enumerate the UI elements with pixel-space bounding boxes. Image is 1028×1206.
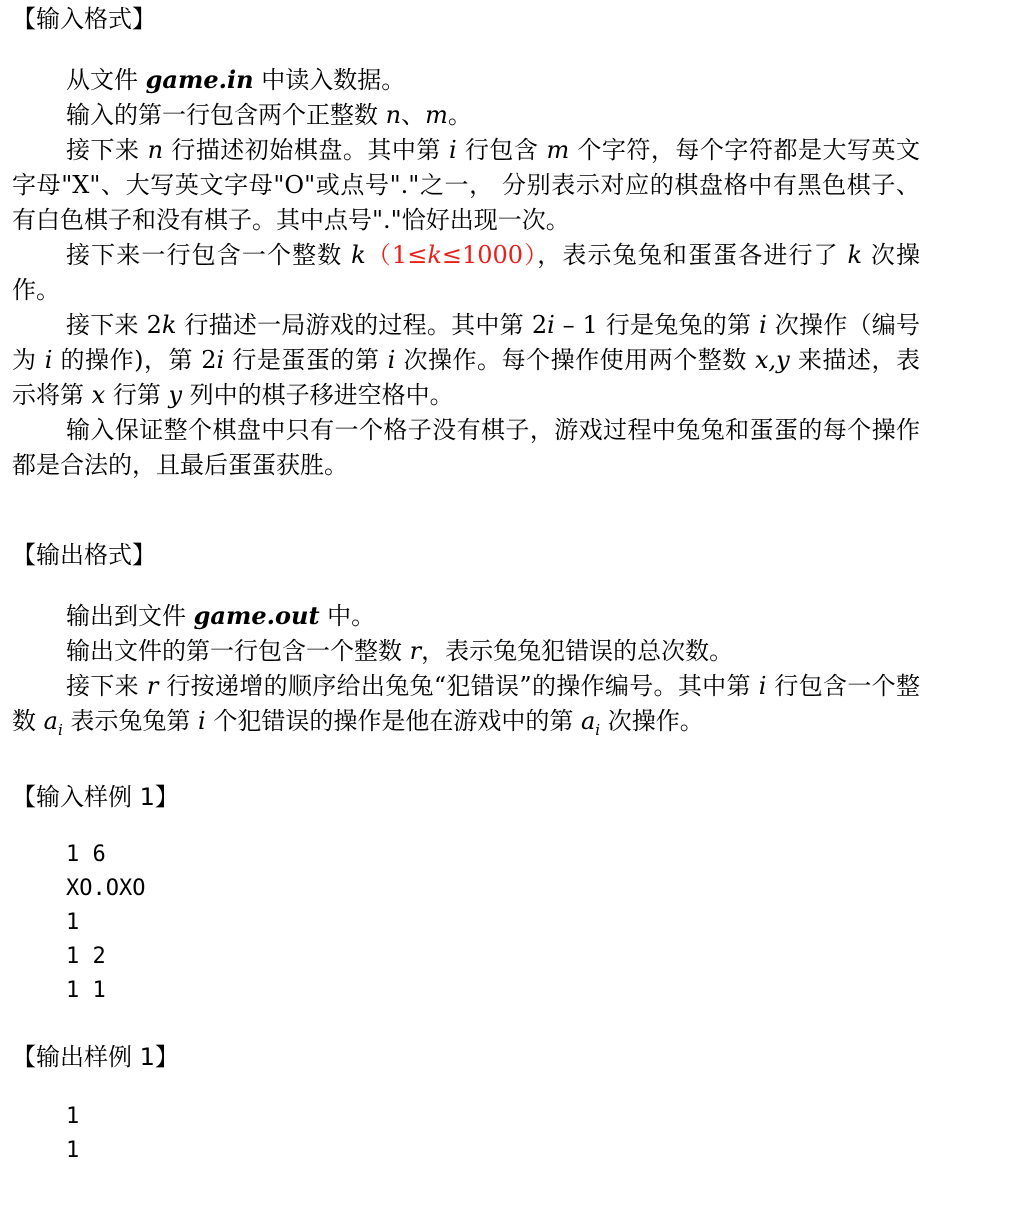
sample-input-line: 1 1 (66, 978, 106, 1003)
output-format-body (12, 598, 920, 748)
input-format-heading: 【输入格式】 (12, 5, 156, 33)
sample-output-block (12, 1100, 920, 1168)
output-filename: game.out (193, 601, 320, 630)
sample-input-section (12, 780, 920, 814)
sample-input-heading: 【输入样例 1】 (12, 783, 179, 811)
output-format-section (12, 538, 920, 572)
board-description-paragraph: 接下来 n 行描述初始棋盘。其中第 i 行包含 m 个字符，每个字符都是大写英文字母"X"、大写英文字母"O"或点号"."之一， 分别表示对应的棋盘格中有黑色棋子、有白色棋子和没有棋子。其中点号"."恰好出现一次。 (12, 136, 920, 234)
sample-input-line: 1 2 (66, 944, 106, 969)
first-line-paragraph: 输入的第一行包含两个正整数 n、m。 (66, 101, 472, 129)
sample-input-line: XO.OXO (66, 876, 146, 901)
output-mistakes-paragraph: 接下来 r 行按递增的顺序给出兔兔“犯错误”的操作编号。其中第 i 行包含一个整数 $a_i$ 表示兔兔第 i 个犯错误的操作是他在游戏中的第 $a_i$ 次操作。 (12, 672, 920, 739)
output-first-line-paragraph: 输出文件的第一行包含一个整数 r，表示兔兔犯错误的总次数。 (66, 637, 734, 665)
input-format-section (12, 2, 920, 36)
k-range-constraint: （1≤k≤1000） (365, 241, 538, 269)
k-paragraph: 接下来一行包含一个整数 k（1≤k≤1000），表示兔兔和蛋蛋各进行了 k 次操作。 (12, 241, 920, 304)
input-filename: game.in (145, 65, 254, 94)
input-file-paragraph: 从文件 game.in 中读入数据。 (66, 65, 406, 94)
guarantee-paragraph: 输入保证整个棋盘中只有一个格子没有棋子，游戏过程中兔兔和蛋蛋的每个操作都是合法的，且最后蛋蛋获胜。 (12, 416, 920, 479)
input-format-body (12, 62, 920, 483)
sample-output-line: 1 (66, 1138, 80, 1163)
sample-input-line: 1 6 (66, 842, 106, 867)
sample-input-line: 1 (66, 910, 80, 935)
sample-output-line: 1 (66, 1104, 80, 1129)
output-format-heading: 【输出格式】 (12, 541, 156, 569)
game-process-paragraph: 接下来 2k 行描述一局游戏的过程。其中第 2i – 1 行是兔兔的第 i 次操作（编号为 i 的操作)，第 2i 行是蛋蛋的第 i 次操作。每个操作使用两个整数 x,y 来描述，表示将第 x 行第 y 列中的棋子移进空格中。 (12, 311, 920, 409)
output-file-paragraph: 输出到文件 game.out 中。 (66, 601, 376, 630)
sample-input-block (12, 838, 920, 1008)
sample-output-heading: 【输出样例 1】 (12, 1043, 179, 1071)
sample-output-section (12, 1040, 920, 1074)
